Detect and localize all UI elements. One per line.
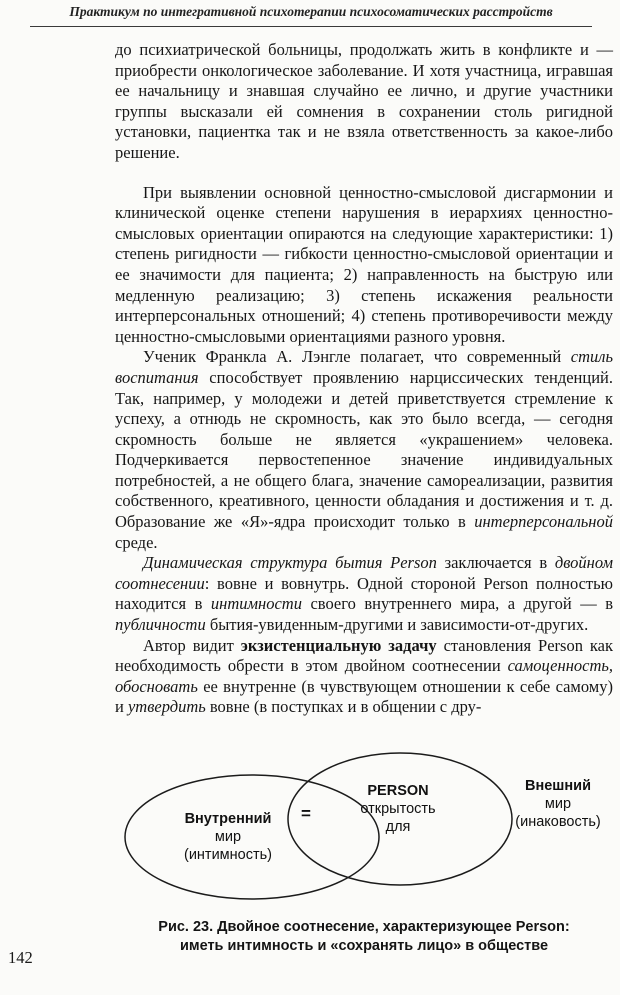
inner-world-label-line1: Внутренний — [184, 811, 272, 827]
text-run: публичности — [115, 615, 206, 635]
figure-caption-text: Двойное соотнесение, характеризующее Person: — [213, 919, 570, 935]
text-run: самоценность, обосновать — [115, 656, 613, 696]
text-run: интерперсональной — [474, 512, 613, 532]
text-run: стиль воспитания — [115, 347, 613, 387]
paragraphs-container — [115, 40, 613, 718]
text-run: среде. — [115, 532, 158, 552]
paragraph — [115, 347, 613, 553]
person-label-line3: для — [385, 819, 411, 835]
running-head — [30, 4, 592, 27]
outer-world-label-line3: (инаковость) — [515, 814, 601, 830]
text-run: до психиатрической больницы, продолжать жить в конфликте и — приобрести онкологическое заболевание. И хотя участница, игравшая ее начальницу и знавшая случайно ее лично, и другие участники группы высказали ей сомнения в сохранении столь ригидной установки, пациентка так и не взяла ответственность за какое-либо решение. — [115, 40, 613, 162]
text-run: Автор видит — [143, 635, 241, 655]
figure-caption-line2: иметь интимность и «сохранять лицо» в обществе — [179, 938, 549, 954]
equals-sign: = — [301, 804, 311, 823]
text-run: утвердить — [127, 697, 206, 717]
figure-caption-label: Рис. 23. — [158, 919, 214, 935]
text-run: становления Person как необходимость обрести в этом двойном соотнесении — [115, 635, 613, 676]
person-label-line2: открытость — [360, 801, 436, 817]
text-run: экзистенциальную задачу — [240, 635, 437, 655]
text-run: При выявлении основной ценностно-смысловой дисгармонии и клинической оценке степени нарушения в иерархиях ценностно-смысловых ориентации опираются на следующие характеристики: 1) степень ригидности — гибкости ценностно-смысловой ориентации и ее значимости для пациента; 2) направленность на быструю или медленную реализацию; 3) степень искажения реальности интерперсональных отношений; 4) степень противоречивости между ценностно-смысловыми ориентациями разного уровня. — [115, 182, 613, 346]
body-text — [115, 40, 613, 718]
text-run: заключается в — [436, 553, 555, 573]
outer-world-label — [478, 777, 620, 831]
text-run: двойном соотнесении — [115, 553, 613, 593]
figure-caption — [115, 918, 613, 956]
figure-caption-line1 — [115, 918, 613, 937]
running-head-title: Практикум по интегративной психотерапии психосоматических расстройств — [69, 4, 553, 19]
paragraph — [115, 553, 613, 635]
text-run: бытия-увиденным-другими и зависимости-от-других. — [205, 615, 589, 635]
page-number: 142 — [8, 948, 33, 967]
inner-world-label-line2: мир — [214, 829, 242, 845]
text-run: своего внутреннего мира, а другой — в — [301, 594, 614, 614]
outer-world-label-line2: мир — [544, 796, 572, 812]
person-label-line1: PERSON — [367, 783, 429, 799]
text-run: способствует проявлению нарциссических тенденций. Так, например, у молодежи и детей приветствуется стремление к успеху, а отнюдь не скромность, как это было всегда, — сегодня скромность больше не является «украшением» человека. Подчеркивается первостепенное значение индивидуальных потребностей, а не общего блага, значение самореализации, развития собственного, креативного, ценности обладания и достижения и т. д. Образование же «Я»-ядра происходит только в — [115, 367, 613, 532]
paragraph — [115, 183, 613, 348]
figure-23 — [115, 750, 613, 956]
venn-diagram — [115, 750, 613, 910]
person-label — [318, 782, 478, 836]
outer-world-label-line1: Внешний — [525, 778, 591, 794]
text-run: вовне (в поступках и в общении с дру- — [205, 697, 482, 717]
paragraph — [115, 636, 613, 718]
paragraph — [115, 40, 613, 164]
inner-world-label — [148, 810, 308, 864]
text-run: Динамическая структура бытия Person — [143, 553, 437, 573]
inner-world-label-line3: (интимность) — [184, 847, 272, 863]
text-run: : вовне и вовнутрь. Одной стороной Person полностью находится в — [115, 573, 613, 614]
text-run: ее внутренне (в чувствующем отношении к себе самому) и — [115, 676, 613, 717]
text-run: Ученик Франкла А. Лэнгле полагает, что современный — [143, 347, 571, 367]
text-run: интимности — [210, 594, 302, 614]
